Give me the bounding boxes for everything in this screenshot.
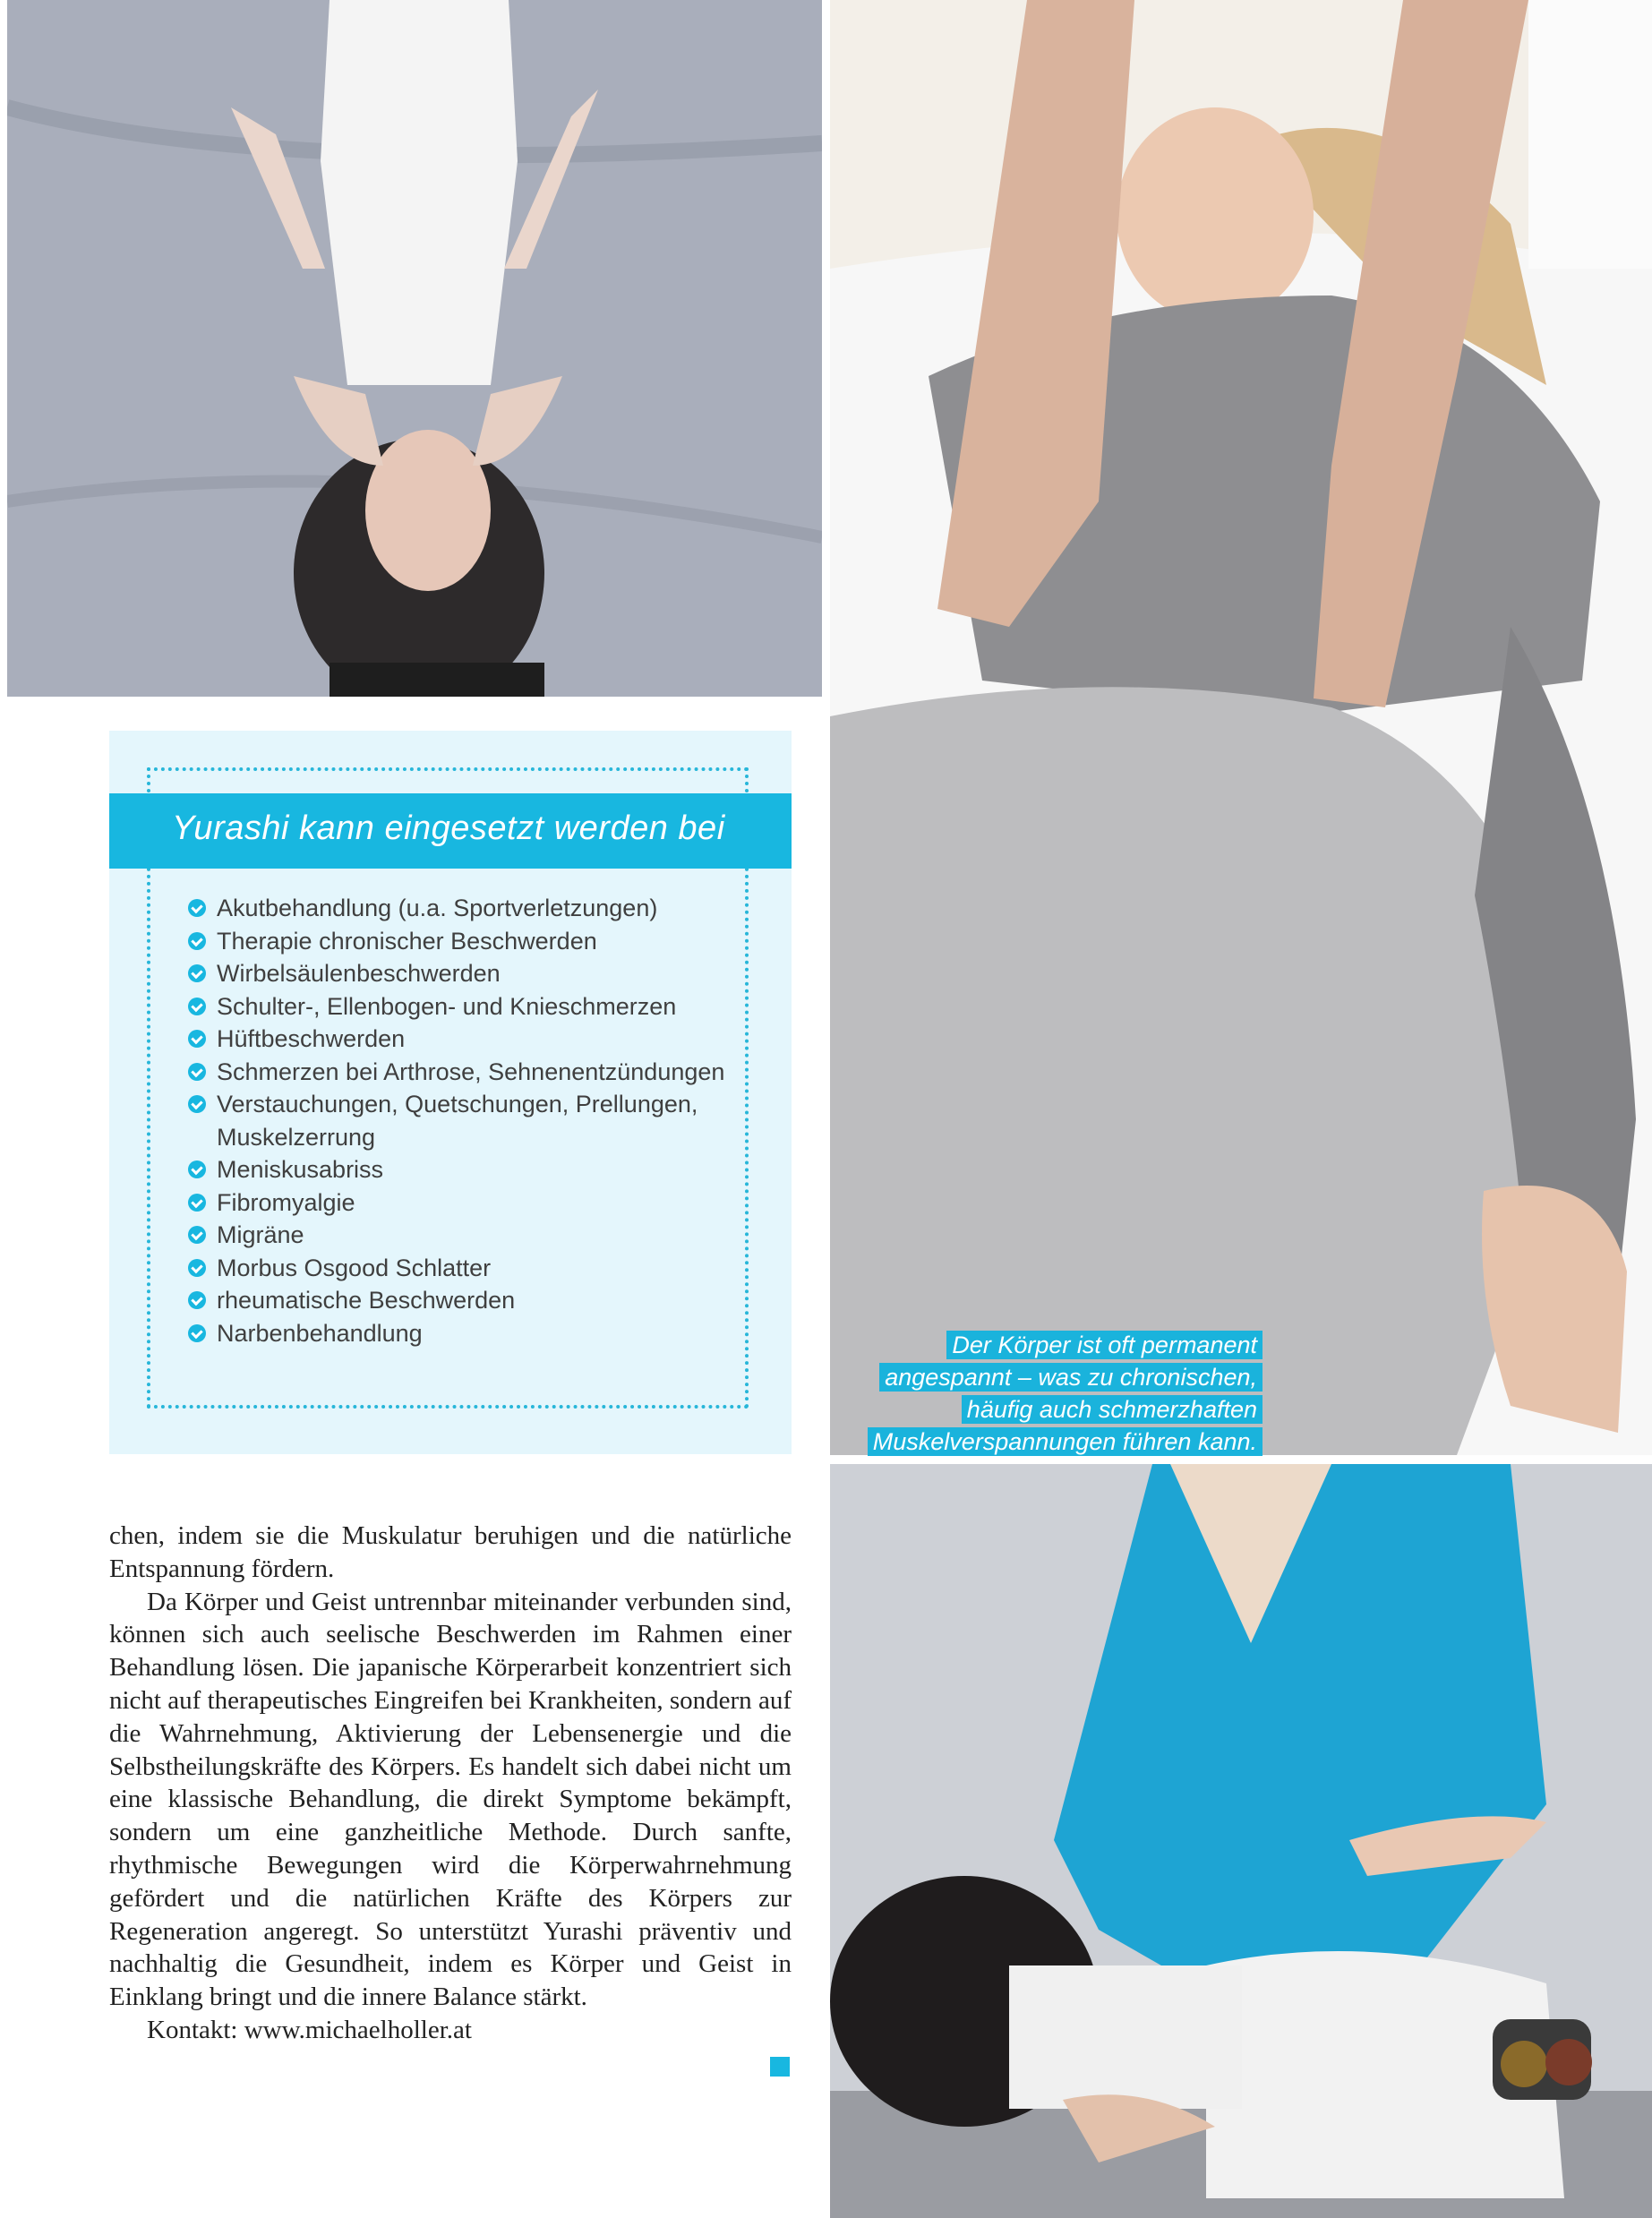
check-bullet-icon [188, 1063, 206, 1081]
article-body [109, 1520, 792, 2047]
photo-caption: Der Körper ist oft permanent angespannt – was zu chronischen, häufig auch schmerzhaften Muskelverspannungen führen kann. [842, 1329, 1263, 1458]
list-item: Therapie chronischer Beschwerden [186, 925, 741, 958]
article-paragraph: chen, indem sie die Muskulatur beruhigen und die natürliche Entspannung fördern. [109, 1521, 792, 1583]
list-item: Migräne [186, 1219, 741, 1252]
article-end-square-icon [770, 2057, 790, 2077]
list-item: Wirbelsäulenbeschwerden [186, 957, 741, 990]
list-item: Narbenbehandlung [186, 1317, 741, 1350]
check-bullet-icon [188, 964, 206, 982]
list-item: Akutbehandlung (u.a. Sportverletzungen) [186, 892, 741, 925]
list-item: Verstauchungen, Quetschungen, Prellungen, Muskelzerrung [186, 1088, 741, 1153]
check-bullet-icon [188, 1194, 206, 1212]
list-item: Fibromyalgie [186, 1186, 741, 1220]
check-bullet-icon [188, 932, 206, 950]
info-box-title: Yurashi kann eingesetzt werden bei [172, 809, 725, 847]
check-bullet-icon [188, 1095, 206, 1113]
check-bullet-icon [188, 998, 206, 1015]
photo-woman-lying-shoulder-treatment [7, 0, 822, 697]
check-bullet-icon [188, 1324, 206, 1342]
list-item: Schmerzen bei Arthrose, Sehnenentzündungen [186, 1056, 741, 1089]
info-list [186, 892, 741, 1349]
list-item: Schulter-, Ellenbogen- und Knieschmerzen [186, 990, 741, 1023]
contact-line: Kontakt: www.michaelholler.at [147, 2015, 472, 2044]
list-item: Morbus Osgood Schlatter [186, 1252, 741, 1285]
list-item: Meniskusabriss [186, 1153, 741, 1186]
list-item: rheumatische Beschwerden [186, 1284, 741, 1317]
check-bullet-icon [188, 899, 206, 917]
photo-back-treatment [830, 0, 1652, 1455]
article-paragraph: Da Körper und Geist untrennbar miteinander verbunden sind, können sich auch seelische Beschwerden im Rahmen einer Behandlung lösen. Die japanische Körperarbeit konzentriert sich nicht auf therapeutisches Eingreifen bei Krankheiten, sondern auf die Wahrnehmung, Aktivierung der Lebensenergie und die Selbstheilungskräfte des Körpers. Es handelt sich dabei nicht um eine klassische Behandlung, die direkt Symptome bekämpft, sondern um eine ganzheitliche Methode. Durch sanfte, rhythmische Bewegungen wird die Körperwahrnehmung gefördert und die natürlichen Kräfte des Körpers zur Regeneration angeregt. So unterstützt Yurashi präventiv und nachhaltig die Gesundheit, indem es Körper und Geist in Einklang bringt und die innere Balance stärkt. [109, 1587, 792, 2012]
check-bullet-icon [188, 1160, 206, 1178]
check-bullet-icon [188, 1030, 206, 1048]
photo-practitioner-blue [830, 1464, 1652, 2218]
check-bullet-icon [188, 1291, 206, 1309]
check-bullet-icon [188, 1259, 206, 1277]
info-box [109, 731, 792, 1454]
list-item: Hüftbeschwerden [186, 1023, 741, 1056]
check-bullet-icon [188, 1226, 206, 1244]
